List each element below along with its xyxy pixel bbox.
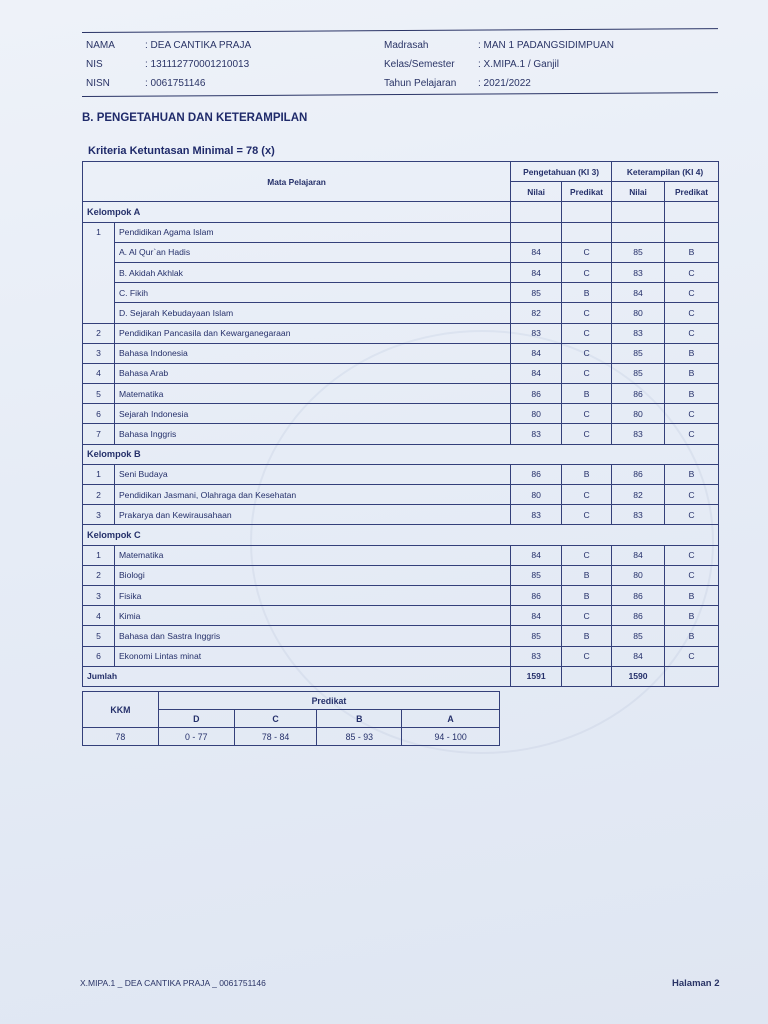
- ki4-nilai: 80: [612, 565, 665, 585]
- ki4-nilai: 83: [612, 424, 665, 444]
- ki4-predikat: B: [665, 384, 719, 404]
- table-row: [83, 343, 719, 363]
- page-number: Halaman 2: [672, 978, 720, 989]
- group-label: Kelompok C: [83, 525, 719, 545]
- row-number: 7: [83, 424, 115, 444]
- header-bottom-rule: [82, 92, 718, 97]
- ki3-predikat: B: [562, 283, 612, 303]
- ki4-nilai: 85: [612, 363, 665, 383]
- kelas-label: Kelas/Semester: [384, 59, 455, 70]
- row-number: 3: [83, 585, 115, 605]
- group-row-c: [83, 525, 719, 545]
- table-row: [83, 464, 719, 484]
- range-c: 78 - 84: [234, 728, 317, 746]
- ki4-nilai: 85: [612, 343, 665, 363]
- tahun-label: Tahun Pelajaran: [384, 78, 457, 89]
- ki4-predikat: C: [665, 485, 719, 505]
- ki4-nilai: 86: [612, 384, 665, 404]
- ki3-nilai: 86: [511, 464, 562, 484]
- nis-value: : 131112770001210013: [145, 59, 250, 70]
- ki3-nilai: 85: [511, 626, 562, 646]
- subject-name: Kimia: [114, 606, 510, 626]
- subject-name: D. Sejarah Kebudayaan Islam: [114, 303, 510, 323]
- ki3-nilai: 86: [511, 585, 562, 605]
- ki3-predikat: C: [562, 545, 612, 565]
- ki4-predikat: C: [665, 505, 719, 525]
- table-row: [83, 222, 719, 242]
- ki4-predikat: C: [665, 262, 719, 282]
- table-row: [83, 485, 719, 505]
- subject-name: Prakarya dan Kewirausahaan: [114, 505, 510, 525]
- nisn-value: : 0061751146: [145, 78, 206, 89]
- ki4-predikat: C: [665, 424, 719, 444]
- ki3-nilai: 82: [511, 303, 562, 323]
- ki4-predikat: B: [665, 606, 719, 626]
- ki3-nilai: 84: [511, 343, 562, 363]
- nama-value: : DEA CANTIKA PRAJA: [145, 40, 252, 51]
- ki4-predikat: B: [665, 242, 719, 262]
- subject-name: Biologi: [114, 565, 510, 585]
- predikat-header: Predikat: [158, 692, 499, 710]
- row-number: 6: [83, 646, 115, 666]
- table-row: [83, 363, 719, 383]
- ki4-predikat: B: [665, 585, 719, 605]
- nis-label: NIS: [86, 59, 103, 70]
- ki3-predikat: C: [562, 424, 612, 444]
- row-number: 3: [83, 505, 115, 525]
- header-ki3: Pengetahuan (KI 3): [511, 162, 612, 182]
- subject-name: Bahasa Inggris: [114, 424, 510, 444]
- ki4-nilai: 83: [612, 262, 665, 282]
- section-title: B. PENGETAHUAN DAN KETERAMPILAN: [82, 112, 308, 124]
- row-number: 2: [83, 323, 115, 343]
- grade-b: B: [317, 710, 402, 728]
- subject-name: B. Akidah Akhlak: [114, 262, 510, 282]
- ki3-predikat: C: [562, 485, 612, 505]
- ki4-predikat: B: [665, 363, 719, 383]
- row-number: 1: [83, 545, 115, 565]
- subject-name: Matematika: [114, 384, 510, 404]
- row-number: 1: [83, 222, 115, 323]
- kkm-header: KKM: [83, 692, 159, 728]
- subject-name: Sejarah Indonesia: [114, 404, 510, 424]
- ki3-predikat: C: [562, 343, 612, 363]
- table-row: [83, 424, 719, 444]
- ki4-nilai: 83: [612, 323, 665, 343]
- group-label: Kelompok B: [83, 444, 719, 464]
- total-ki4: 1590: [612, 666, 665, 686]
- ki3-nilai: 84: [511, 262, 562, 282]
- row-number: 4: [83, 363, 115, 383]
- header-ki3-predikat: Predikat: [562, 182, 612, 202]
- row-number: 4: [83, 606, 115, 626]
- grade-d: D: [158, 710, 234, 728]
- ki4-predikat: C: [665, 323, 719, 343]
- ki3-nilai: 83: [511, 505, 562, 525]
- table-row: [83, 283, 719, 303]
- ki3-nilai: 84: [511, 363, 562, 383]
- row-number: 3: [83, 343, 115, 363]
- table-row: [83, 303, 719, 323]
- ki4-nilai: 86: [612, 464, 665, 484]
- table-row: [83, 585, 719, 605]
- nama-label: NAMA: [86, 40, 115, 51]
- ki4-predikat: C: [665, 646, 719, 666]
- ki3-predikat: B: [562, 384, 612, 404]
- grade-c: C: [234, 710, 317, 728]
- ki3-nilai: 85: [511, 565, 562, 585]
- subject-name: Bahasa Indonesia: [114, 343, 510, 363]
- row-number: 5: [83, 384, 115, 404]
- row-number: 6: [83, 404, 115, 424]
- ki4-nilai: 80: [612, 404, 665, 424]
- ki3-predikat: C: [562, 606, 612, 626]
- kkm-title: Kriteria Ketuntasan Minimal = 78 (x): [88, 145, 275, 157]
- ki3-predikat: B: [562, 585, 612, 605]
- tahun-value: : 2021/2022: [478, 78, 531, 89]
- range-b: 85 - 93: [317, 728, 402, 746]
- group-row-a: [83, 202, 719, 222]
- ki4-predikat: C: [665, 404, 719, 424]
- ki3-nilai: 84: [511, 242, 562, 262]
- predikat-table: [82, 691, 500, 746]
- table-row: [83, 606, 719, 626]
- ki4-predikat: B: [665, 626, 719, 646]
- table-row: [83, 626, 719, 646]
- ki4-nilai: 85: [612, 242, 665, 262]
- total-row: [83, 666, 719, 686]
- ki4-nilai: 86: [612, 585, 665, 605]
- table-row: [83, 565, 719, 585]
- total-ki3: 1591: [511, 666, 562, 686]
- total-label: Jumlah: [83, 666, 511, 686]
- nisn-label: NISN: [86, 78, 110, 89]
- table-row: [83, 323, 719, 343]
- header-ki4-predikat: Predikat: [665, 182, 719, 202]
- row-number: 1: [83, 464, 115, 484]
- header-mata-pelajaran: Mata Pelajaran: [83, 162, 511, 202]
- ki4-nilai: 83: [612, 505, 665, 525]
- ki3-nilai: 83: [511, 424, 562, 444]
- ki4-predikat: B: [665, 464, 719, 484]
- subject-name: Bahasa Arab: [114, 363, 510, 383]
- row-number: 2: [83, 485, 115, 505]
- table-row: [83, 646, 719, 666]
- ki3-predikat: B: [562, 565, 612, 585]
- ki3-predikat: C: [562, 404, 612, 424]
- ki3-nilai: 84: [511, 545, 562, 565]
- kkm-value: 78: [83, 728, 159, 746]
- ki4-nilai: 84: [612, 283, 665, 303]
- ki4-nilai: 84: [612, 545, 665, 565]
- range-d: 0 - 77: [158, 728, 234, 746]
- kelas-value: : X.MIPA.1 / Ganjil: [478, 59, 559, 70]
- ki3-nilai: 84: [511, 606, 562, 626]
- subject-name: Matematika: [114, 545, 510, 565]
- madrasah-value: : MAN 1 PADANGSIDIMPUAN: [478, 40, 614, 51]
- ki4-predikat: B: [665, 343, 719, 363]
- ki4-nilai: 82: [612, 485, 665, 505]
- ki3-nilai: 80: [511, 404, 562, 424]
- grade-a: A: [402, 710, 500, 728]
- ki3-predikat: B: [562, 464, 612, 484]
- ki4-predikat: C: [665, 565, 719, 585]
- ki3-predikat: C: [562, 303, 612, 323]
- header-ki4-nilai: Nilai: [612, 182, 665, 202]
- footer-identity: X.MIPA.1 _ DEA CANTIKA PRAJA _ 0061751146: [80, 978, 266, 988]
- group-row-b: [83, 444, 719, 464]
- ki4-predikat: C: [665, 545, 719, 565]
- subject-name: Seni Budaya: [114, 464, 510, 484]
- ki3-nilai: 83: [511, 646, 562, 666]
- subject-name: Pendidikan Jasmani, Olahraga dan Kesehatan: [114, 485, 510, 505]
- subject-name: Pendidikan Agama Islam: [114, 222, 510, 242]
- ki4-nilai: 85: [612, 626, 665, 646]
- subject-name: Ekonomi Lintas minat: [114, 646, 510, 666]
- table-row: [83, 262, 719, 282]
- subject-name: C. Fikih: [114, 283, 510, 303]
- header-ki3-nilai: Nilai: [511, 182, 562, 202]
- subject-name: A. Al Qur`an Hadis: [114, 242, 510, 262]
- ki4-predikat: C: [665, 283, 719, 303]
- table-row: [83, 242, 719, 262]
- ki4-nilai: 84: [612, 646, 665, 666]
- table-row: [83, 505, 719, 525]
- header-top-rule: [82, 28, 718, 33]
- ki3-nilai: 86: [511, 384, 562, 404]
- ki3-predikat: C: [562, 242, 612, 262]
- table-row: [83, 545, 719, 565]
- table-row: [83, 384, 719, 404]
- madrasah-label: Madrasah: [384, 40, 429, 51]
- subject-name: Bahasa dan Sastra Inggris: [114, 626, 510, 646]
- row-number: 5: [83, 626, 115, 646]
- subject-name: Pendidikan Pancasila dan Kewarganegaraan: [114, 323, 510, 343]
- ki3-nilai: 83: [511, 323, 562, 343]
- range-a: 94 - 100: [402, 728, 500, 746]
- subject-name: Fisika: [114, 585, 510, 605]
- ki4-nilai: 80: [612, 303, 665, 323]
- table-row: [83, 404, 719, 424]
- grades-table: [82, 161, 719, 687]
- ki3-predikat: B: [562, 626, 612, 646]
- header-ki4: Keterampilan (KI 4): [612, 162, 719, 182]
- ki4-nilai: 86: [612, 606, 665, 626]
- ki3-predikat: C: [562, 262, 612, 282]
- group-label: Kelompok A: [83, 202, 511, 222]
- ki3-predikat: C: [562, 363, 612, 383]
- ki3-predikat: C: [562, 323, 612, 343]
- ki4-predikat: C: [665, 303, 719, 323]
- ki3-predikat: C: [562, 505, 612, 525]
- ki3-predikat: C: [562, 646, 612, 666]
- row-number: 2: [83, 565, 115, 585]
- ki3-nilai: 85: [511, 283, 562, 303]
- ki3-nilai: 80: [511, 485, 562, 505]
